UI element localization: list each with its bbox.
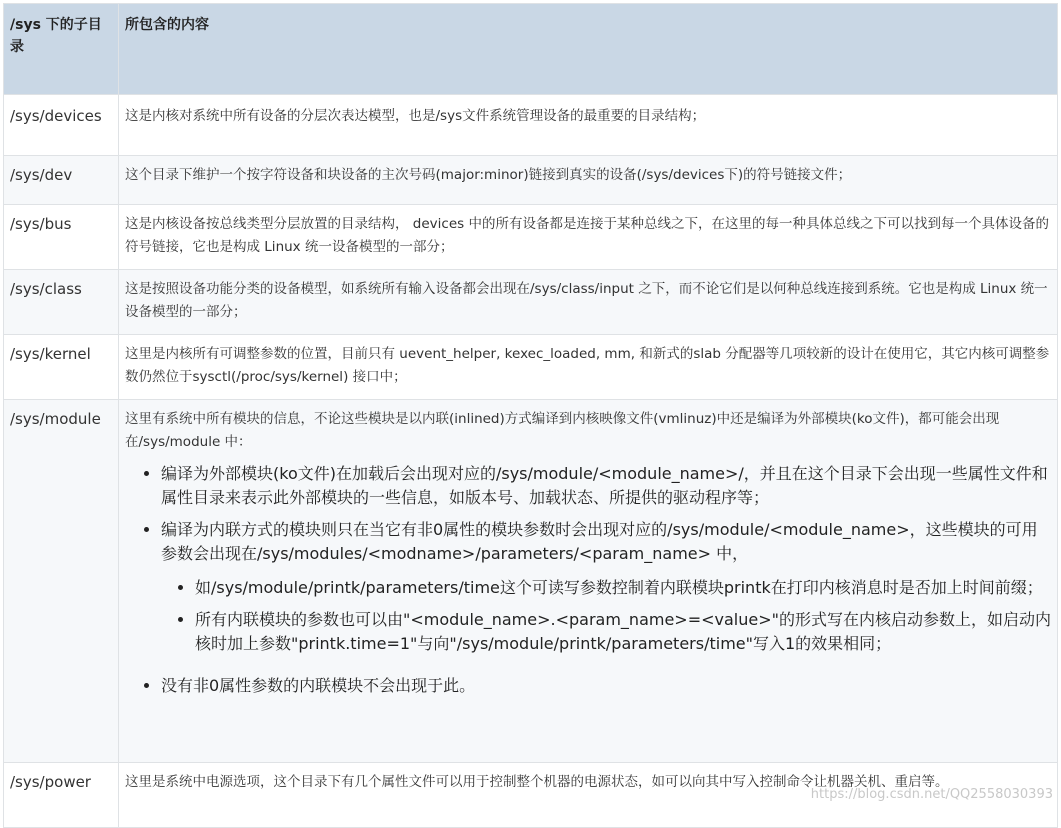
- sub-list-item: • 所有内联模块的参数也可以由"<module_name>.<param_name>=<value>"的形式写在内核启动参数上，如启动内核时加上参数"printk.time=1"与向"/sys/module/printk/parameters/time"写入1的效果相同；: [195, 608, 1051, 656]
- header-desc: 所包含的内容: [119, 4, 1058, 95]
- table-row-class: [4, 270, 1058, 335]
- dir-cell-dev: /sys/dev: [4, 156, 119, 205]
- desc-cell-bus: 这是内核设备按总线类型分层放置的目录结构， devices 中的所有设备都是连接于某种总线之下，在这里的每一种具体总线之下可以找到每一个具体设备的符号链接，它也是构成 Linux 统一设备模型的一部分；: [119, 205, 1058, 270]
- desc-cell-class: 这是按照设备功能分类的设备模型，如系统所有输入设备都会出现在/sys/class/input 之下，而不论它们是以何种总线连接到系统。它也是构成 Linux 统一设备模型的一部分；: [119, 270, 1058, 335]
- watermark: https://blog.csdn.net/QQ2558030393: [810, 787, 1053, 802]
- list-item-text: 编译为内联方式的模块则只在当它有非0属性的模块参数时会出现对应的/sys/module/<module_name>，这些模块的可用参数会出现在/sys/modules/<modname>/parameters/<param_name> 中，: [161, 520, 1038, 563]
- table-row-kernel: [4, 335, 1058, 400]
- table-row-bus: [4, 205, 1058, 270]
- module-sub-list: [161, 576, 1051, 656]
- list-item: [161, 518, 1051, 656]
- header-row: [4, 4, 1058, 95]
- table-row-module: [4, 400, 1058, 763]
- table-row-devices: [4, 95, 1058, 156]
- sub-list-item: • 如/sys/module/printk/parameters/time这个可读写参数控制着内联模块printk在打印内核消息时是否加上时间前缀；: [195, 576, 1051, 600]
- dir-cell-devices: /sys/devices: [4, 95, 119, 156]
- list-item: • 编译为外部模块(ko文件)在加载后会出现对应的/sys/module/<module_name>/，并且在这个目录下会出现一些属性文件和属性目录来表示此外部模块的一些信息，如版本号、加载状态、所提供的驱动程序等；: [161, 462, 1051, 510]
- list-item: • 没有非0属性参数的内联模块不会出现于此。: [161, 674, 1051, 698]
- desc-cell-devices: 这是内核对系统中所有设备的分层次表达模型，也是/sys文件系统管理设备的最重要的目录结构；: [119, 95, 1058, 156]
- header-dir: /sys 下的子目录: [4, 4, 119, 95]
- dir-cell-kernel: /sys/kernel: [4, 335, 119, 400]
- module-bullet-list: [125, 462, 1051, 698]
- desc-cell-module: [119, 400, 1058, 763]
- dir-cell-power: /sys/power: [4, 763, 119, 828]
- desc-cell-dev: 这个目录下维护一个按字符设备和块设备的主次号码(major:minor)链接到真实的设备(/sys/devices下)的符号链接文件；: [119, 156, 1058, 205]
- dir-cell-bus: /sys/bus: [4, 205, 119, 270]
- dir-cell-module: /sys/module: [4, 400, 119, 763]
- module-intro: 这里有系统中所有模块的信息，不论这些模块是以内联(inlined)方式编译到内核映像文件(vmlinuz)中还是编译为外部模块(ko文件)，都可能会出现在/sys/module 中：: [125, 411, 1000, 450]
- desc-cell-kernel: 这里是内核所有可调整参数的位置，目前只有 uevent_helper, kexec_loaded, mm, 和新式的slab 分配器等几项较新的设计在使用它，其它内核可调整参数仍然位于sysctl(/proc/sys/kernel) 接口中；: [119, 335, 1058, 400]
- dir-cell-class: /sys/class: [4, 270, 119, 335]
- table-body: [4, 95, 1058, 828]
- table-header: [4, 4, 1058, 95]
- table-row-dev: [4, 156, 1058, 205]
- sys-directory-table: [3, 3, 1058, 828]
- desc-cell-power: 这里是系统中电源选项，这个目录下有几个属性文件可以用于控制整个机器的电源状态，如可以向其中写入控制命令让机器关机、重启等。: [119, 763, 1058, 828]
